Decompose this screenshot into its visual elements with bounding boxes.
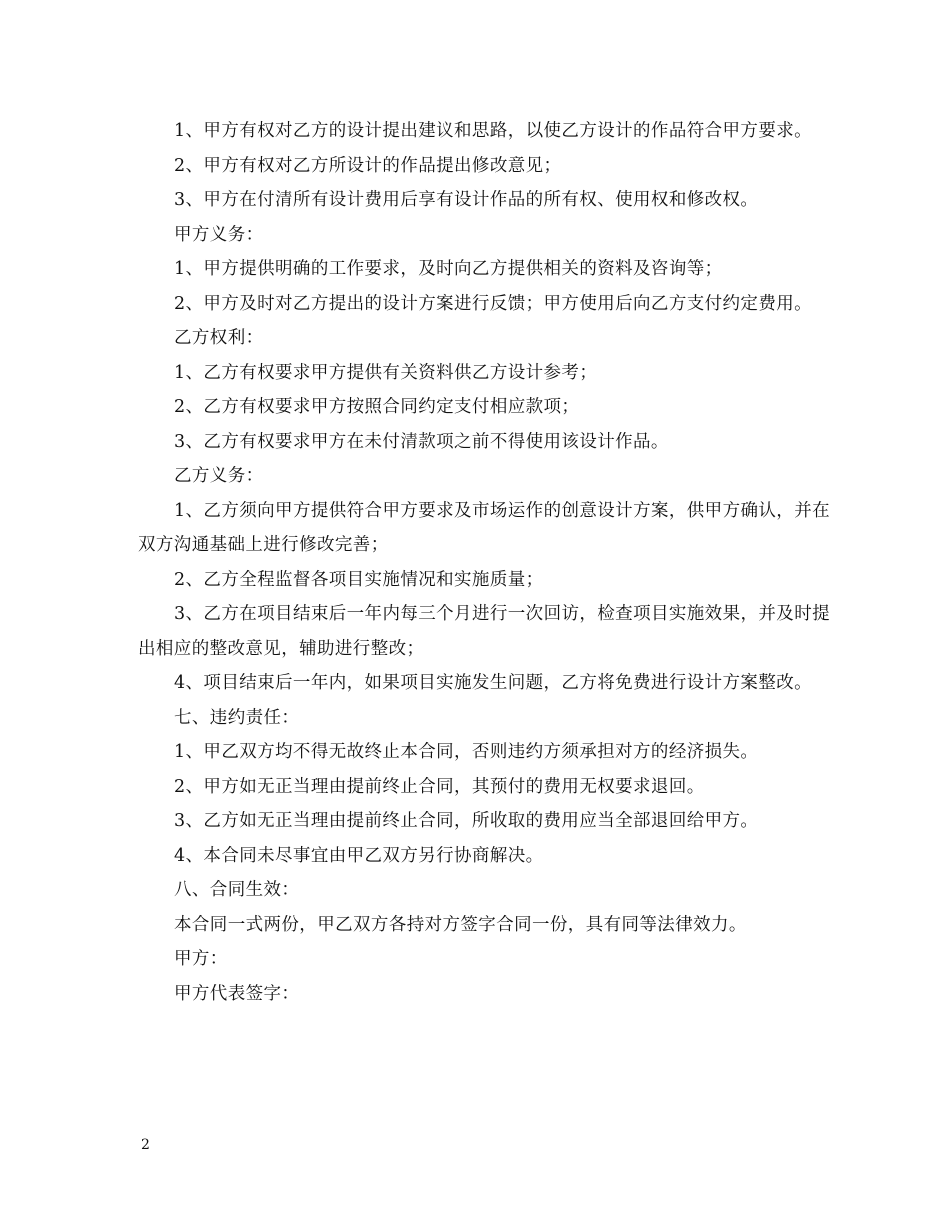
- clause-paragraph: 3、乙方有权要求甲方在未付清款项之前不得使用该设计作品。: [174, 431, 669, 452]
- clause-paragraph: 2、乙方有权要求甲方按照合同约定支付相应款项；: [174, 397, 580, 417]
- clause-paragraph: 本合同一式两份，甲乙双方各持对方签字合同一份，具有同等法律效力。: [174, 914, 747, 935]
- clause-paragraph: 2、乙方全程监督各项目实施情况和实施质量；: [174, 569, 544, 590]
- clause-paragraph: 3、乙方如无正当理由提前终止合同，所收取的费用应当全部退回给甲方。: [174, 811, 759, 831]
- document-body: [138, 114, 830, 1011]
- signature-label: 甲方：: [174, 949, 228, 969]
- clause-paragraph: 3、乙方在项目结束后一年内每三个月进行一次回访，检查项目实施效果，并及时提出相应的整改意见，辅助进行整改；: [138, 604, 830, 659]
- section-heading: 八、合同生效：: [174, 880, 300, 900]
- section-heading: 甲方义务：: [174, 224, 264, 245]
- page-number: 2: [141, 1137, 150, 1153]
- clause-paragraph: 1、甲乙双方均不得无故终止本合同，否则违约方须承担对方的经济损失。: [174, 742, 759, 762]
- clause-paragraph: 1、甲方有权对乙方的设计提出建议和思路，以使乙方设计的作品符合甲方要求。: [174, 121, 813, 141]
- clause-paragraph: 1、甲方提供明确的工作要求，及时向乙方提供相关的资料及咨询等；: [174, 259, 723, 279]
- clause-paragraph: 4、本合同未尽事宜由甲乙双方另行协商解决。: [174, 845, 544, 866]
- section-heading: 乙方权利：: [174, 328, 264, 348]
- section-heading: 乙方义务：: [174, 466, 264, 486]
- clause-paragraph: 2、甲方如无正当理由提前终止合同，其预付的费用无权要求退回。: [174, 776, 705, 797]
- signature-label: 甲方代表签字：: [174, 983, 300, 1004]
- clause-paragraph: 3、甲方在付清所有设计费用后享有设计作品的所有权、使用权和修改权。: [174, 190, 759, 210]
- clause-paragraph: 1、乙方有权要求甲方提供有关资料供乙方设计参考；: [174, 362, 598, 383]
- clause-paragraph: 2、甲方及时对乙方提出的设计方案进行反馈；甲方使用后向乙方支付约定费用。: [174, 293, 813, 314]
- clause-paragraph: 4、项目结束后一年内，如果项目实施发生问题，乙方将免费进行设计方案整改。: [174, 673, 813, 693]
- clause-paragraph: 2、甲方有权对乙方所设计的作品提出修改意见；: [174, 155, 562, 176]
- clause-paragraph: 1、乙方须向甲方提供符合甲方要求及市场运作的创意设计方案，供甲方确认，并在双方沟通基础上进行修改完善；: [138, 500, 830, 555]
- section-heading: 七、违约责任：: [174, 707, 300, 728]
